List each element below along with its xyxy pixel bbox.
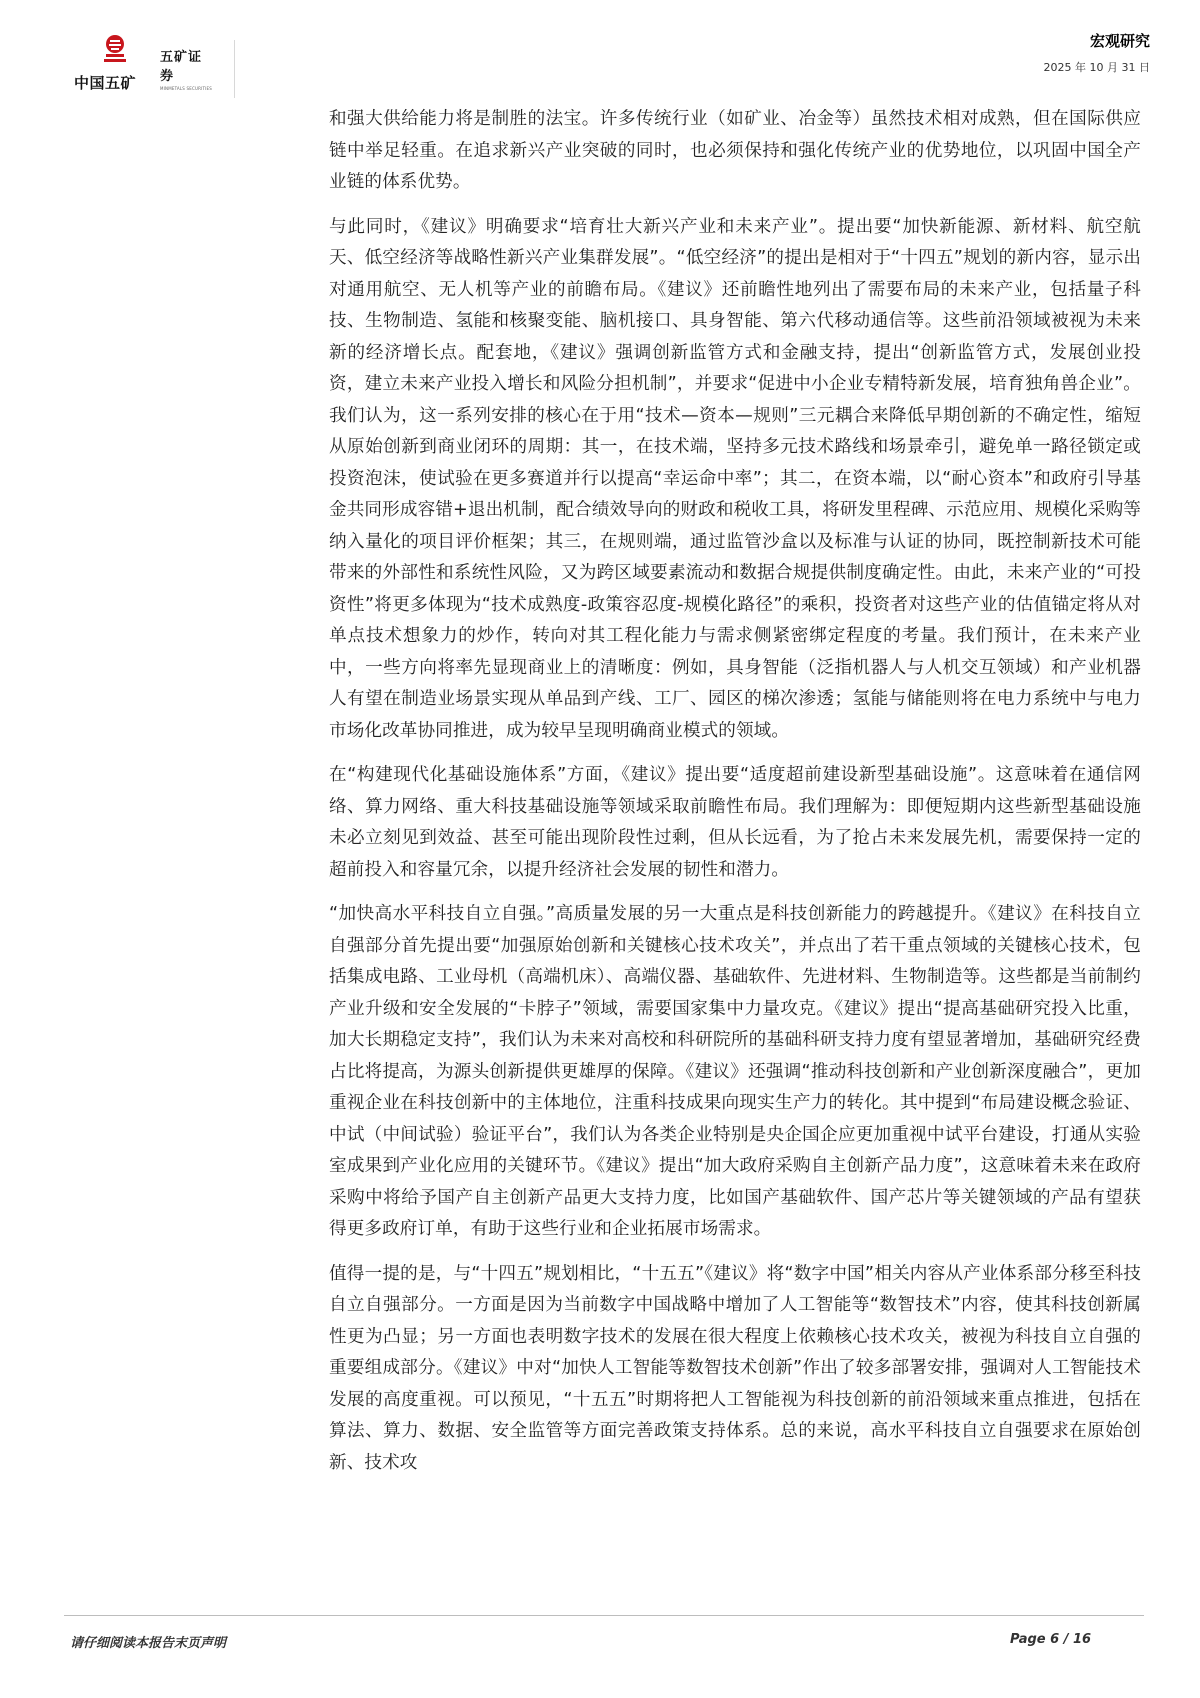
body-paragraph: 在“构建现代化基础设施体系”方面，《建议》提出要“适度超前建设新型基础设施”。这意味着在通信网络、算力网络、重大科技基础设施等领域采取前瞻性布局。我们理解为：即便短期内这些新型基础设施未必立刻见到效益、甚至可能出现阶段性过剩，但从长远看，为了抢占未来发展先机，需要保持一定的超前投入和容量冗余，以提升经济社会发展的韧性和潜力。 xyxy=(329,765,1141,880)
page-number: Page 6 / 16 xyxy=(1010,1632,1092,1647)
footer-divider xyxy=(64,1615,1144,1616)
china-minmetals-emblem-icon xyxy=(102,34,128,66)
company-logo xyxy=(74,34,214,92)
securities-name: 五矿证券 xyxy=(160,50,203,84)
report-body xyxy=(329,104,1141,1492)
body-paragraph: 值得一提的是，与“十四五”规划相比，“十五五”《建议》将“数字中国”相关内容从产业体系部分移至科技自立自强部分。一方面是因为当前数字中国战略中增加了人工智能等“数智技术”内容，使其科技创新属性更为凸显；另一方面也表明数字技术的发展在很大程度上依赖核心技术攻关，被视为科技自立自强的重要组成部分。《建议》中对“加快人工智能等数智技术创新”作出了较多部署安排，强调对人工智能技术发展的高度重视。可以预见，“十五五”时期将把人工智能视为科技创新的前沿领域来重点推进，包括在算法、算力、数据、安全监管等方面完善政策支持体系。总的来说，高水平科技自立自强要求在原始创新、技术攻 xyxy=(329,1263,1141,1473)
securities-name-en: MINMETALS SECURITIES xyxy=(160,86,212,91)
securities-brand xyxy=(160,46,214,91)
report-date: 2025 年 10 月 31 日 xyxy=(1043,61,1150,74)
footer-disclaimer: 请仔细阅读本报告末页声明 xyxy=(70,1636,227,1651)
report-category: 宏观研究 xyxy=(1089,32,1150,50)
header-divider xyxy=(234,40,235,98)
report-header xyxy=(1044,30,1150,75)
body-paragraph: 与此同时，《建议》明确要求“培育壮大新兴产业和未来产业”。提出要“加快新能源、新材料、航空航天、低空经济等战略性新兴产业集群发展”。“低空经济”的提出是相对于“十四五”规划的新内容，显示出对通用航空、无人机等产业的前瞻布局。《建议》还前瞻性地列出了需要布局的未来产业，包括量子科技、生物制造、氢能和核聚变能、脑机接口、具身智能、第六代移动通信等。这些前沿领域被视为未来新的经济增长点。配套地，《建议》强调创新监管方式和金融支持，提出“创新监管方式，发展创业投资，建立未来产业投入增长和风险分担机制”，并要求“促进中小企业专精特新发展，培育独角兽企业”。我们认为，这一系列安排的核心在于用“技术—资本—规则”三元耦合来降低早期创新的不确定性，缩短从原始创新到商业闭环的周期：其一，在技术端，坚持多元技术路线和场景牵引，避免单一路径锁定或投资泡沫，使试验在更多赛道并行以提高“幸运命中率”；其二，在资本端，以“耐心资本”和政府引导基金共同形成容错+退出机制，配合绩效导向的财政和税收工具，将研发里程碑、示范应用、规模化采购等纳入量化的项目评价框架；其三，在规则端，通过监管沙盒以及标准与认证的协同，既控制新技术可能带来的外部性和系统性风险，又为跨区域要素流动和数据合规提供制度确定性。由此，未来产业的“可投资性”将更多体现为“技术成熟度-政策容忍度-规模化路径”的乘积，投资者对这些产业的估值锚定将从对单点技术想象力的炒作，转向对其工程化能力与需求侧紧密绑定程度的考量。我们预计，在未来产业中，一些方向将率先显现商业上的清晰度：例如，具身智能（泛指机器人与人机交互领域）和产业机器人有望在制造业场景实现从单品到产线、工厂、园区的梯次渗透；氢能与储能则将在电力系统中与电力市场化改革协同推进，成为较早呈现明确商业模式的领域。 xyxy=(329,216,1141,741)
company-logo-text: 中国五矿 xyxy=(74,74,137,92)
body-paragraph: “加快高水平科技自立自强。”高质量发展的另一大重点是科技创新能力的跨越提升。《建议》在科技自立自强部分首先提出要“加强原始创新和关键核心技术攻关”，并点出了若干重点领域的关键核心技术，包括集成电路、工业母机（高端机床）、高端仪器、基础软件、先进材料、生物制造等。这些都是当前制约产业升级和安全发展的“卡脖子”领域，需要国家集中力量攻克。《建议》提出“提高基础研究投入比重，加大长期稳定支持”，我们认为未来对高校和科研院所的基础科研支持力度有望显著增加，基础研究经费占比将提高，为源头创新提供更雄厚的保障。《建议》还强调“推动科技创新和产业创新深度融合”，更加重视企业在科技创新中的主体地位，注重科技成果向现实生产力的转化。其中提到“布局建设概念验证、中试（中间试验）验证平台”，我们认为各类企业特别是央企国企应更加重视中试平台建设，打通从实验室成果到产业化应用的关键环节。《建议》提出“加大政府采购自主创新产品力度”，这意味着未来在政府采购中将给予国产自主创新产品更大支持力度，比如国产基础软件、国产芯片等关键领域的产品有望获得更多政府订单，有助于这些行业和企业拓展市场需求。 xyxy=(329,904,1141,1239)
body-paragraph: 和强大供给能力将是制胜的法宝。许多传统行业（如矿业、冶金等）虽然技术相对成熟，但在国际供应链中举足轻重。在追求新兴产业突破的同时，也必须保持和强化传统产业的优势地位，以巩固中国全产业链的体系优势。 xyxy=(329,109,1141,192)
